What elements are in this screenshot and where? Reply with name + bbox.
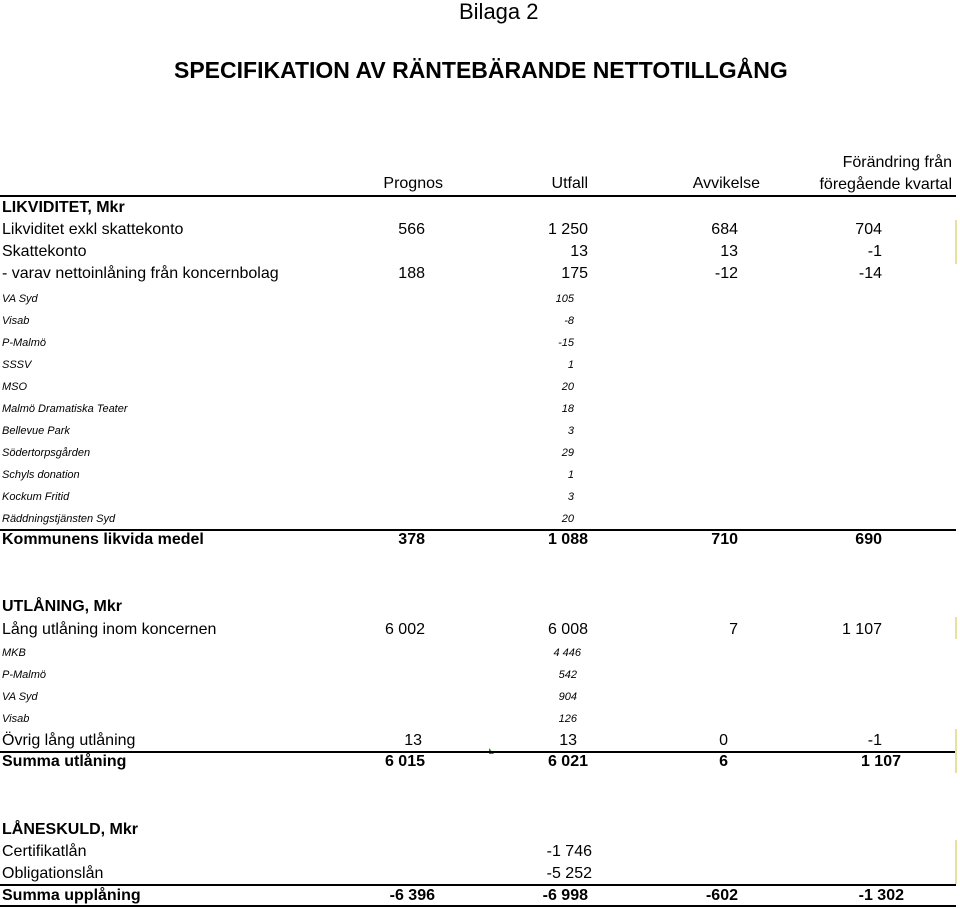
cell-avvikelse: -602 — [705, 887, 738, 904]
row-label: Likviditet exkl skattekonto — [2, 221, 184, 238]
sub-row — [0, 354, 960, 376]
cell-avvikelse: 684 — [711, 221, 738, 238]
sub-row-utfall: 904 — [558, 691, 577, 703]
row-label: Obligationslån — [2, 865, 104, 882]
table-row — [0, 619, 960, 641]
cell-avvikelse: 13 — [720, 243, 738, 260]
sub-row-utfall: 1 — [567, 359, 574, 371]
sub-row-utfall: -15 — [558, 337, 574, 349]
page-title: SPECIFIKATION AV RÄNTEBÄRANDE NETTOTILLGÅNG — [174, 57, 788, 83]
cell-prognos: 6 015 — [384, 753, 425, 770]
sub-row-utfall: 4 446 — [553, 647, 581, 659]
sub-row-utfall: 3 — [567, 425, 574, 437]
cell-utfall: 13 — [570, 243, 588, 260]
total-row-likvida-medel — [0, 529, 960, 551]
cell-prognos: 13 — [404, 732, 422, 749]
cell-utfall: 6 021 — [547, 753, 588, 770]
sub-row-label: MSO — [2, 381, 28, 393]
cell-forandring: -1 302 — [858, 887, 904, 904]
cell-utfall: -1 746 — [546, 843, 592, 860]
cell-forandring: 704 — [855, 221, 882, 238]
table-row — [0, 730, 960, 752]
edge-marker — [955, 220, 957, 264]
sub-row — [0, 486, 960, 508]
cell-avvikelse: -12 — [714, 265, 738, 282]
annex-label: Bilaga 2 — [459, 0, 539, 24]
bottom-rule — [0, 905, 956, 907]
sub-row — [0, 686, 960, 708]
sub-row — [0, 442, 960, 464]
sub-row — [0, 332, 960, 354]
sub-row-label: Visab — [2, 713, 30, 725]
total-row-summa-utlaning — [0, 751, 960, 773]
section-heading-label: LÅNESKULD, Mkr — [2, 821, 139, 838]
cell-prognos: 566 — [398, 221, 425, 238]
sub-row-label: Räddningstjänsten Syd — [2, 513, 116, 525]
cell-utfall: 175 — [561, 265, 588, 282]
cell-utfall: -6 998 — [542, 887, 588, 904]
row-label: Summa utlåning — [2, 753, 127, 770]
sub-row-utfall: 29 — [561, 447, 574, 459]
sub-row — [0, 708, 960, 730]
table-row — [0, 241, 960, 263]
sub-row — [0, 398, 960, 420]
sub-row — [0, 420, 960, 442]
sub-row-label: Södertorpsgården — [2, 447, 91, 459]
cell-prognos: -6 396 — [389, 887, 435, 904]
sub-row — [0, 642, 960, 664]
sub-row — [0, 508, 960, 530]
sub-row-label: Malmö Dramatiska Teater — [2, 403, 128, 415]
row-label: Övrig lång utlåning — [2, 732, 136, 749]
table-row — [0, 219, 960, 241]
cell-prognos: 6 002 — [384, 621, 425, 638]
table-row — [0, 863, 960, 885]
column-header-forandring — [780, 152, 952, 196]
row-label: - varav nettoinlåning från koncernbolag — [2, 265, 279, 282]
sub-row-label: Bellevue Park — [2, 425, 70, 437]
row-label: Kommunens likvida medel — [2, 531, 204, 548]
column-header-forandring-line2: föregående kvartal — [819, 176, 952, 193]
section-heading-laneskuld — [0, 819, 960, 841]
sub-row-label: VA Syd — [2, 293, 38, 305]
sub-row-label: Schyls donation — [2, 469, 80, 481]
cell-avvikelse: 0 — [719, 732, 728, 749]
cell-forandring: -1 — [867, 243, 882, 260]
cell-forandring: 690 — [855, 531, 882, 548]
cell-forandring: 1 107 — [841, 621, 882, 638]
sub-row-utfall: 20 — [561, 513, 574, 525]
section-heading-likviditet — [0, 197, 960, 219]
column-header-prognos: Prognos — [383, 175, 443, 192]
cell-avvikelse: 6 — [719, 753, 728, 770]
sub-row — [0, 310, 960, 332]
sub-row-label: VA Syd — [2, 691, 38, 703]
sub-row-label: MKB — [2, 647, 26, 659]
row-label: Skattekonto — [2, 243, 87, 260]
total-row-summa-upplaning — [0, 885, 960, 907]
section-heading-label: UTLÅNING, Mkr — [2, 598, 122, 615]
section-heading-label: LIKVIDITET, Mkr — [2, 199, 125, 216]
cell-avvikelse: 710 — [711, 531, 738, 548]
cell-utfall: 1 250 — [547, 221, 588, 238]
sub-row — [0, 464, 960, 486]
edge-marker — [955, 729, 957, 773]
sub-row — [0, 376, 960, 398]
row-label: Certifikatlån — [2, 843, 87, 860]
column-header-utfall: Utfall — [551, 175, 588, 192]
sub-row-label: Kockum Fritid — [2, 491, 70, 503]
sub-row-label: Visab — [2, 315, 30, 327]
sub-row-label: P-Malmö — [2, 337, 47, 349]
edge-marker — [955, 617, 957, 639]
column-header-forandring-line1: Förändring från — [842, 154, 952, 171]
cell-forandring: 1 107 — [860, 753, 901, 770]
edge-marker — [955, 840, 957, 884]
sub-row-label: SSSV — [2, 359, 32, 371]
sub-row — [0, 664, 960, 686]
cell-prognos: 188 — [398, 265, 425, 282]
row-label: Lång utlåning inom koncernen — [2, 621, 217, 638]
cell-utfall: 6 008 — [547, 621, 588, 638]
cell-utfall: 1 088 — [547, 531, 588, 548]
sub-row-utfall: 105 — [555, 293, 574, 305]
sub-row — [0, 288, 960, 310]
sub-row-label: P-Malmö — [2, 669, 47, 681]
cell-forandring: -1 — [867, 732, 882, 749]
sub-row-utfall: 3 — [567, 491, 574, 503]
sub-row-utfall: 1 — [567, 469, 574, 481]
sub-row-utfall: 20 — [561, 381, 574, 393]
column-header-avvikelse: Avvikelse — [692, 175, 760, 192]
cell-utfall: 13 — [559, 732, 577, 749]
cell-forandring: -14 — [858, 265, 882, 282]
section-heading-utlaning — [0, 596, 960, 618]
table-row — [0, 263, 960, 285]
cell-avvikelse: 7 — [729, 621, 738, 638]
table-row — [0, 841, 960, 863]
sub-row-utfall: 126 — [558, 713, 577, 725]
sub-row-utfall: 18 — [561, 403, 574, 415]
cell-utfall: -5 252 — [546, 865, 592, 882]
row-label: Summa upplåning — [2, 887, 141, 904]
cell-prognos: 378 — [398, 531, 425, 548]
sub-row-utfall: -8 — [564, 315, 574, 327]
sub-row-utfall: 542 — [558, 669, 577, 681]
